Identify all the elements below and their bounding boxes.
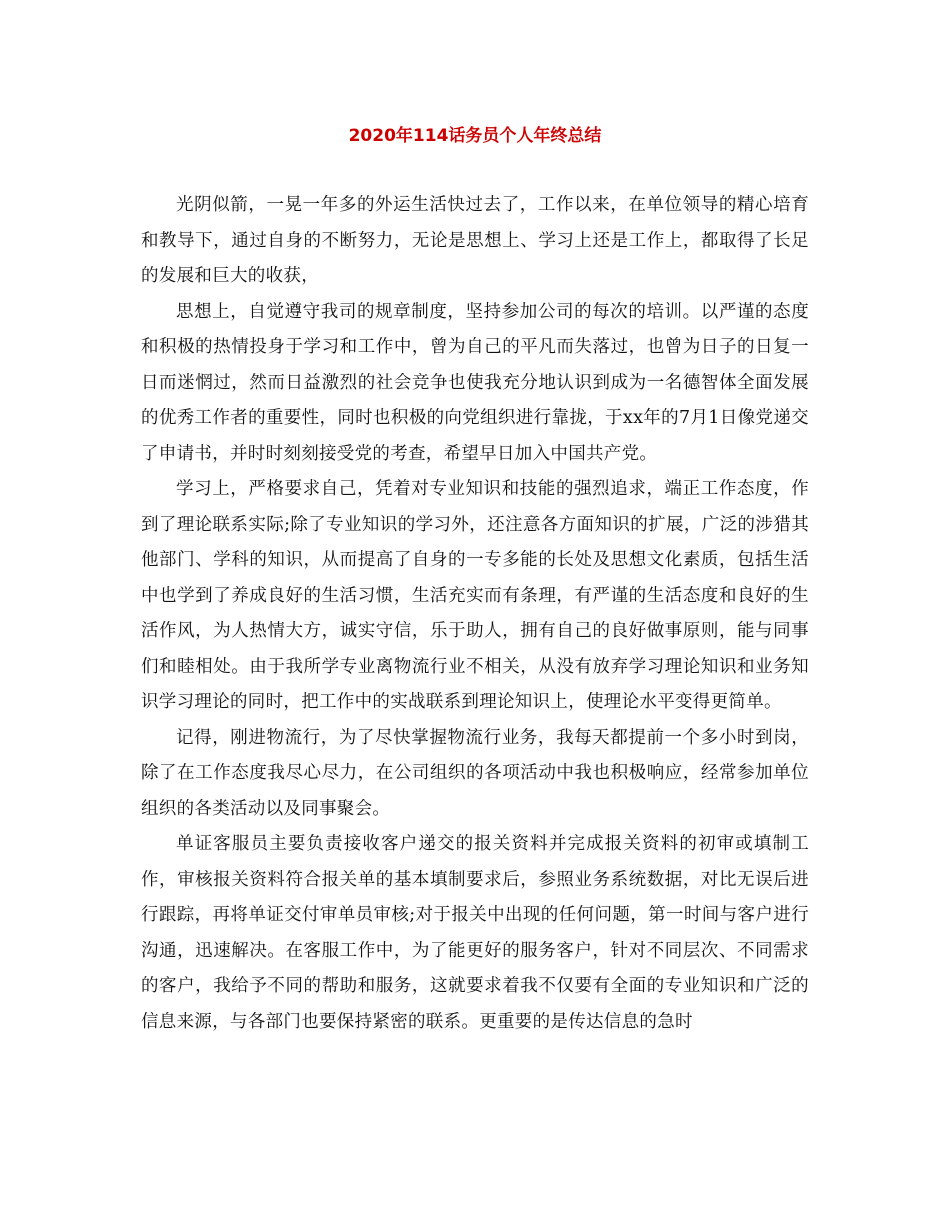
paragraph-thought: 思想上，自觉遵守我司的规章制度，坚持参加公司的每次的培训。以严谨的态度和积极的热情投身于学习和工作中，曾为自己的平凡而失落过，也曾为日子的日复一日而迷惘过，然而日益激烈的社会竞争也使我充分地认识到成为一名德智体全面发展的优秀工作者的重要性，同时也积极的向党组织进行靠拢，于xx年的7月1日像党递交了申请书，并时时刻刻接受党的考查，希望早日加入中国共产党。 [141,301,809,464]
paragraph-intro: 光阴似箭，一晃一年多的外运生活快过去了，工作以来，在单位领导的精心培育和教导下，通过自身的不断努力，无论是思想上、学习上还是工作上，都取得了长足的发展和巨大的收获， [141,195,809,286]
paragraph-customer-service: 单证客服员主要负责接收客户递交的报关资料并完成报关资料的初审或填制工作，审核报关资料符合报关单的基本填制要求后，参照业务系统数据，对比无误后进行跟踪，再将单证交付审单员审核;对于报关中出现的任何问题，第一时间与客户进行沟通，迅速解决。在客服工作中，为了能更好的服务客户，针对不同层次、不同需求的客户，我给予不同的帮助和服务，这就要求着我不仅要有全面的专业知识和广泛的信息来源，与各部门也要保持紧密的联系。更重要的是传达信息的急时 [141,834,809,1032]
paragraph-study: 学习上，严格要求自己，凭着对专业知识和技能的强烈追求，端正工作态度，作到了理论联系实际;除了专业知识的学习外，还注意各方面知识的扩展，广泛的涉猎其他部门、学科的知识，从而提高了自身的一专多能的长处及思想文化素质，包括生活中也学到了养成良好的生活习惯，生活充实而有条理，有严谨的生活态度和良好的生活作风，为人热情大方，诚实守信，乐于助人，拥有自己的良好做事原则，能与同事们和睦相处。由于我所学专业离物流行业不相关，从没有放弃学习理论知识和业务知识学习理论的同时，把工作中的实战联系到理论知识上，使理论水平变得更简单。 [141,479,809,712]
document-title: 2020年114话务员个人年终总结 [348,126,602,146]
paragraph-memory: 记得，刚进物流行，为了尽快掌握物流行业务，我每天都提前一个多小时到岗，除了在工作态度我尽心尽力，在公司组织的各项活动中我也积极响应，经常参加单位组织的各类活动以及同事聚会。 [141,727,809,819]
document-body [141,188,809,1040]
